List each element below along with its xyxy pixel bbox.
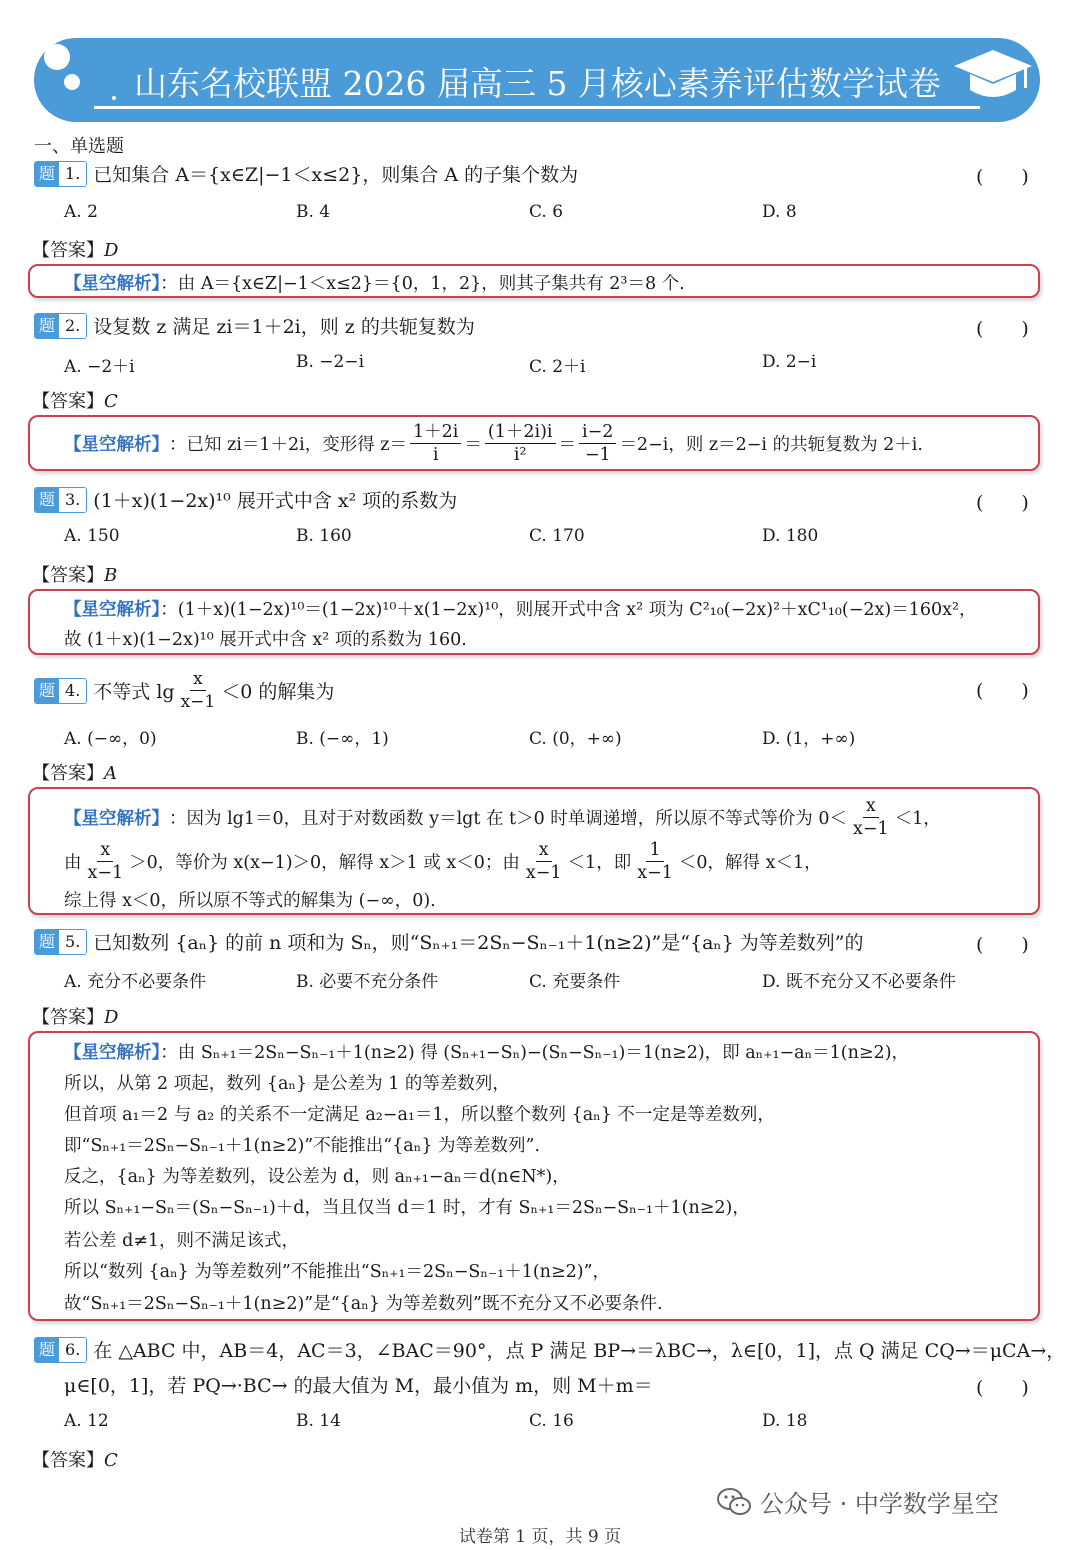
fraction: $\frac{x}{x-1}$ xyxy=(525,840,562,883)
question-badge: 题 6. xyxy=(34,1337,87,1363)
question-badge: 题 4. xyxy=(34,678,87,704)
analysis-line: 所以“数列 {aₙ} 为等差数列”不能推出“Sₙ₊₁＝2Sₙ−Sₙ₋₁＋1(n≥2)”， xyxy=(64,1262,611,1282)
question-1 xyxy=(34,160,578,187)
analysis-line: 所以 Sₙ₊₁−Sₙ＝(Sₙ−Sₙ₋₁)＋d，当且仅当 d＝1 时，才有 Sₙ₊₁＝2Sₙ−Sₙ₋₁＋1(n≥2)， xyxy=(64,1198,750,1218)
option-b: B. 160 xyxy=(296,526,352,546)
analysis-box-1 xyxy=(28,264,1040,298)
option-a: A. 150 xyxy=(64,526,120,546)
option-b: B. 4 xyxy=(296,202,331,222)
analysis-line: 若公差 d≠1，则不满足该式， xyxy=(64,1231,300,1251)
analysis-line: 【星空解析】：由 A＝{x∈Z|−1＜x≤2}＝{0，1，2}，则其子集共有 2³＝8 个. xyxy=(64,274,685,294)
watermark: 公众号 · 中学数学星空 xyxy=(716,1484,999,1519)
decor-dot xyxy=(64,74,80,90)
option-b: B. (−∞，1) xyxy=(296,729,389,749)
analysis-line: 故“Sₙ₊₁＝2Sₙ−Sₙ₋₁＋1(n≥2)”是“{aₙ} 为等差数列”既不充分又不必要条件. xyxy=(64,1294,663,1314)
question-2 xyxy=(34,312,475,339)
option-d: D. 既不充分又不必要条件 xyxy=(762,972,956,992)
analysis-box-3 xyxy=(28,589,1040,655)
header-banner xyxy=(34,38,1040,122)
option-d: D. 180 xyxy=(762,526,819,546)
analysis-line: 【星空解析】：由 Sₙ₊₁＝2Sₙ−Sₙ₋₁＋1(n≥2) 得 (Sₙ₊₁−Sₙ)−(Sₙ−Sₙ₋₁)＝1(n≥2)，即 aₙ₊₁−aₙ＝1(n≥2)， xyxy=(64,1043,910,1063)
option-b: B. −2−i xyxy=(296,352,365,372)
analysis-line: 【星空解析】 ：已知 zi＝1＋2i，变形得 z＝ $\frac{1+2i}{i}$ ＝ $\frac{(1+2i)i}{\text{i²}}$ ＝ $\frac{i-2}{-1}$ ＝2−i，则 z＝2−i 的共轭复数为 2＋i. xyxy=(64,422,923,465)
question-5 xyxy=(34,928,863,955)
question-badge: 题 5. xyxy=(34,929,87,955)
question-text: 已知集合 A＝{x∈Z|−1＜x≤2}，则集合 A 的子集个数为 xyxy=(93,164,579,186)
fraction: $\frac{x}{x-1}$ xyxy=(180,669,216,712)
question-6 xyxy=(34,1336,1065,1363)
question-badge: 题 2. xyxy=(34,313,87,339)
answer-3: 【答案】B xyxy=(32,565,118,586)
page-footer: 试卷第 1 页，共 9 页 xyxy=(458,1527,622,1547)
option-c: C. 16 xyxy=(529,1411,574,1431)
analysis-line: 即“Sₙ₊₁＝2Sₙ−Sₙ₋₁＋1(n≥2)”不能推出“{aₙ} 为等差数列”. xyxy=(64,1136,541,1156)
option-b: B. 14 xyxy=(296,1411,341,1431)
analysis-line: 所以，从第 2 项起，数列 {aₙ} 是公差为 1 的等差数列， xyxy=(64,1074,510,1094)
question-text: 设复数 z 满足 zi＝1＋2i，则 z 的共轭复数为 xyxy=(93,316,475,338)
option-c: C. 6 xyxy=(529,202,564,222)
answer-4: 【答案】A xyxy=(32,763,117,784)
option-d: D. 2−i xyxy=(762,352,817,372)
option-a: A. (−∞，0) xyxy=(64,729,157,749)
answer-paren: ( ) xyxy=(976,1377,1029,1399)
fraction: $\frac{1+2i}{i}$ xyxy=(410,421,461,466)
analysis-box-4 xyxy=(28,787,1040,915)
answer-1: 【答案】D xyxy=(32,240,119,261)
option-a: A. −2＋i xyxy=(64,357,135,377)
option-a: A. 2 xyxy=(64,202,98,222)
question-4: 题 4. 不等式 lg $\frac{x}{x-1}$ ＜0 的解集为 xyxy=(34,668,334,713)
analysis-line: 【星空解析】 ：因为 lg1＝0，且对于对数函数 y＝lgt 在 t＞0 时单调递增，所以原不等式等价为 0＜ $\frac{x}{x-1}$ ＜1， xyxy=(64,796,941,839)
option-a: A. 充分不必要条件 xyxy=(64,972,207,992)
fraction: $\frac{(1+2i)i}{\text{i²}}$ xyxy=(485,421,556,466)
answer-2: 【答案】C xyxy=(32,391,118,412)
question-6-line2 xyxy=(64,1371,653,1398)
question-text: 已知数列 {aₙ} 的前 n 项和为 Sₙ，则“Sₙ₊₁＝2Sₙ−Sₙ₋₁＋1(n≥2)”是“{aₙ} 为等差数列”的 xyxy=(93,932,864,954)
analysis-line: 反之，{aₙ} 为等差数列，设公差为 d，则 aₙ₊₁−aₙ＝d(n∈N*)， xyxy=(64,1167,570,1187)
answer-paren: ( ) xyxy=(976,492,1029,514)
decor-dot xyxy=(44,44,70,70)
fraction: $\frac{1}{x-1}$ xyxy=(637,840,673,883)
fraction: $\frac{i-2}{-1}$ xyxy=(579,421,616,466)
analysis-box-5 xyxy=(28,1031,1040,1321)
answer-6: 【答案】C xyxy=(32,1450,118,1471)
analysis-box-2 xyxy=(28,415,1040,471)
answer-paren: ( ) xyxy=(976,680,1029,702)
fraction: $\frac{x}{x-1}$ xyxy=(87,840,124,883)
decor-line xyxy=(94,106,980,109)
answer-5: 【答案】D xyxy=(32,1007,119,1028)
question-text: μ∈[0，1]，若 PQ→·BC→ 的最大值为 M，最小值为 m，则 M＋m＝ xyxy=(64,1375,653,1397)
option-d: D. 8 xyxy=(762,202,797,222)
answer-paren: ( ) xyxy=(976,318,1029,340)
analysis-line: 故 (1＋x)(1−2x)¹⁰ 展开式中含 x² 项的系数为 160. xyxy=(64,630,467,650)
analysis-line: 但首项 a₁＝2 与 a₂ 的关系不一定满足 a₂−a₁＝1，所以整个数列 {aₙ} 不一定是等差数列， xyxy=(64,1105,775,1125)
wechat-icon xyxy=(716,1487,752,1517)
fraction: $\frac{x}{x-1}$ xyxy=(852,796,889,839)
option-d: D. 18 xyxy=(762,1411,808,1431)
question-badge: 题 1. xyxy=(34,161,87,187)
question-badge: 题 3. xyxy=(34,487,87,513)
analysis-line: 【星空解析】：(1＋x)(1−2x)¹⁰＝(1−2x)¹⁰＋x(1−2x)¹⁰，则展开式中含 x² 项为 C²₁₀(−2x)²＋xC¹₁₀(−2x)＝160x²， xyxy=(64,600,977,620)
question-text: 在 △ABC 中，AB＝4，AC＝3，∠BAC＝90°，点 P 满足 BP→＝λBC→，λ∈[0，1]，点 Q 满足 CQ→＝μCA→， xyxy=(93,1340,1066,1362)
option-c: C. (0，+∞) xyxy=(529,729,622,749)
answer-paren: ( ) xyxy=(976,166,1029,188)
question-text: (1＋x)(1−2x)¹⁰ 展开式中含 x² 项的系数为 xyxy=(93,490,458,512)
decor-dot xyxy=(112,96,116,100)
answer-paren: ( ) xyxy=(976,934,1029,956)
analysis-line: 由 $\frac{x}{x-1}$ ＞0，等价为 x(x−1)＞0，解得 x＞1 或 x＜0；由 $\frac{x}{x-1}$ ＜1，即 $\frac{1}{x-1}$ ＜0，解得 x＜1， xyxy=(64,840,822,883)
option-c: C. 2＋i xyxy=(529,357,586,377)
option-b: B. 必要不充分条件 xyxy=(296,972,439,992)
option-d: D. (1，+∞) xyxy=(762,729,856,749)
graduation-cap-icon xyxy=(952,44,1034,112)
option-c: C. 170 xyxy=(529,526,585,546)
page-title: 山东名校联盟 2026 届高三 5 月核心素养评估数学试卷 xyxy=(134,64,941,103)
option-a: A. 12 xyxy=(64,1411,109,1431)
question-3 xyxy=(34,486,457,513)
option-c: C. 充要条件 xyxy=(529,972,621,992)
analysis-line: 综上得 x＜0，所以原不等式的解集为 (−∞，0). xyxy=(64,891,436,911)
section-title: 一、单选题 xyxy=(34,136,124,157)
